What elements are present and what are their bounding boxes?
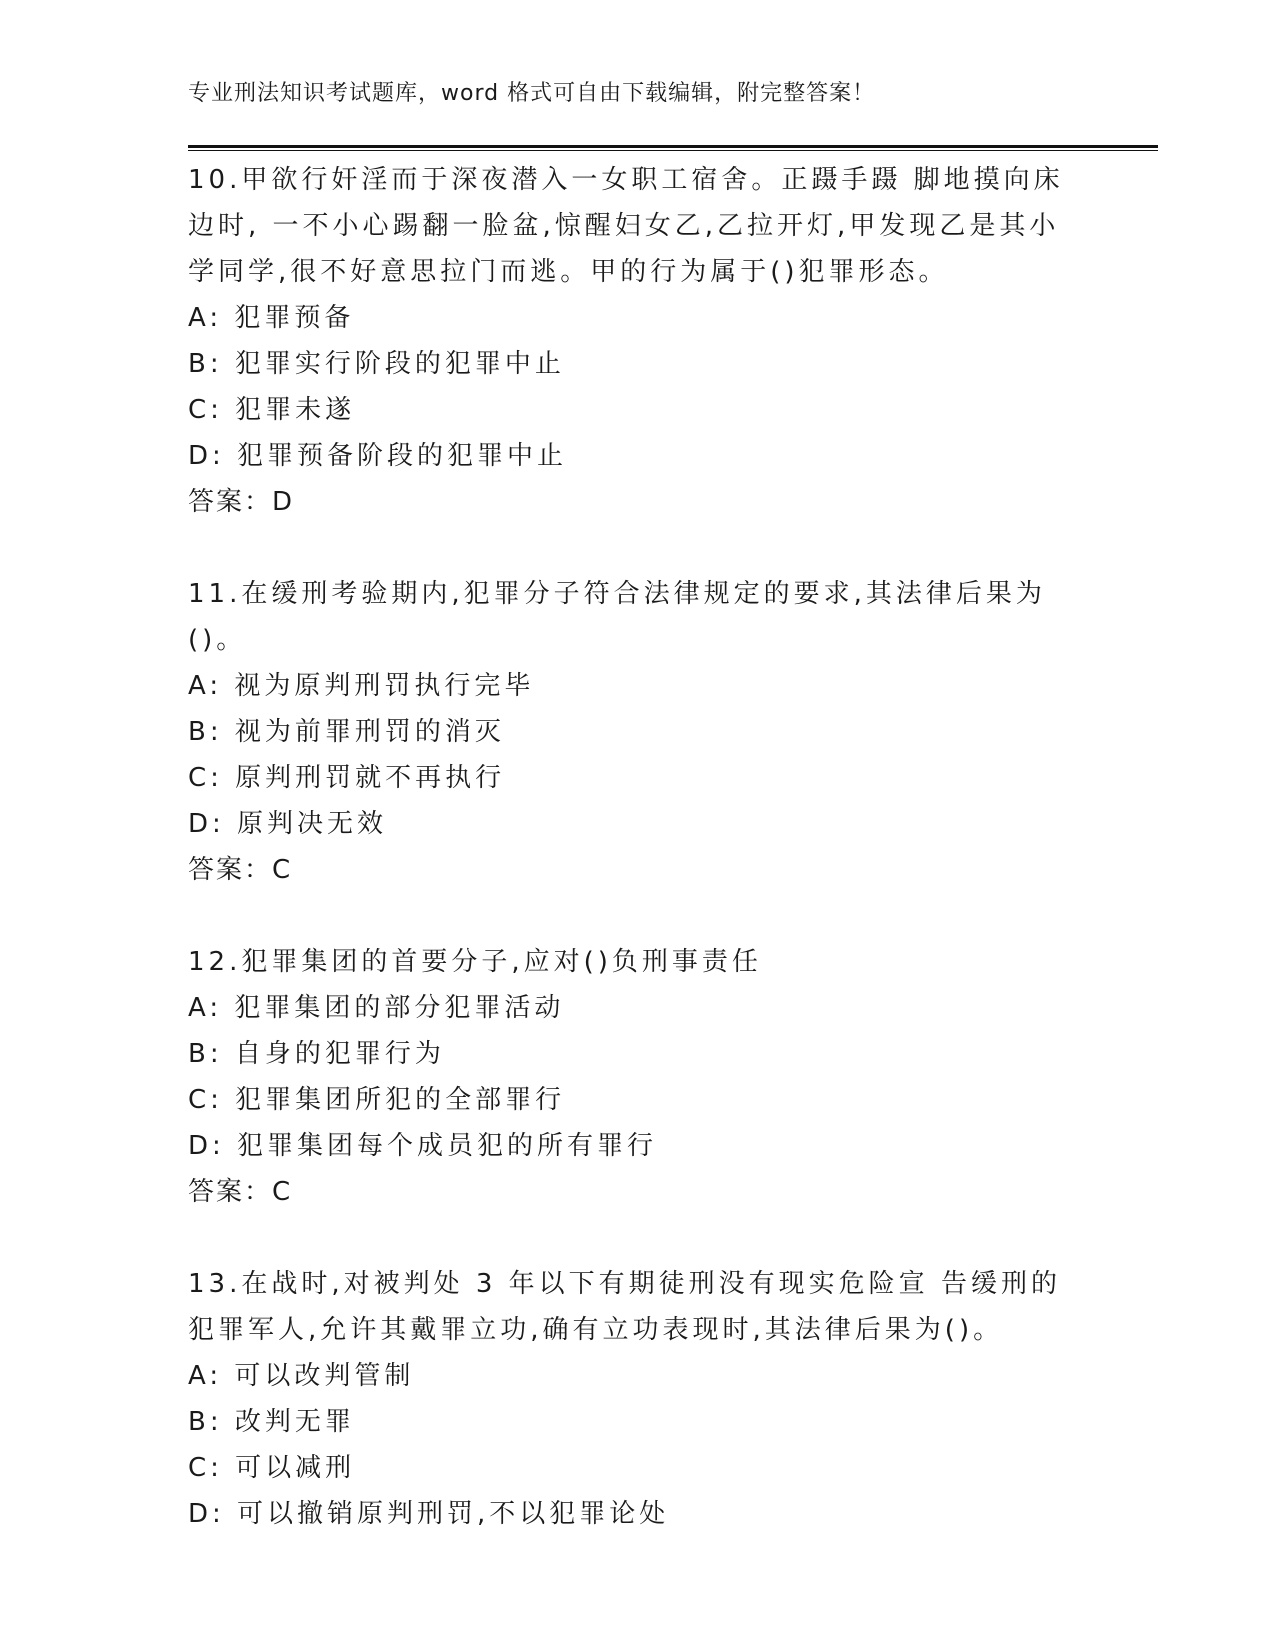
header-divider-thin <box>188 150 1158 151</box>
option-d: D: 可以撤销原判刑罚,不以犯罪论处 <box>188 1499 670 1529</box>
option-b: B: 视为前罪刑罚的消灭 <box>188 717 505 747</box>
question-stem: 12.犯罪集团的首要分子,应对()负刑事责任 <box>188 947 762 977</box>
option-c: C: 犯罪集团所犯的全部罪行 <box>188 1085 566 1115</box>
option-d: D: 犯罪集团每个成员犯的所有罪行 <box>188 1131 658 1161</box>
option-b: B: 犯罪实行阶段的犯罪中止 <box>188 349 565 379</box>
option-c: C: 犯罪未遂 <box>188 395 356 425</box>
option-a: A: 视为原判刑罚执行完毕 <box>188 671 535 701</box>
option-d: D: 原判决无效 <box>188 809 388 839</box>
option-a: A: 犯罪预备 <box>188 303 355 333</box>
question-12 <box>188 939 1088 1215</box>
answer-line: 答案：C <box>188 1177 293 1207</box>
question-stem: 10.甲欲行奸淫而于深夜潜入一女职工宿舍。正蹑手蹑 脚地摸向床边时, 一不小心踢翻一脸盆,惊醒妇女乙,乙拉开灯,甲发现乙是其小学同学,很不好意思拉门而逃。甲的行为属于()犯罪形态。 <box>188 165 1064 287</box>
option-a: A: 犯罪集团的部分犯罪活动 <box>188 993 565 1023</box>
answer-line: 答案：D <box>188 487 295 517</box>
header-divider-thick <box>188 145 1158 148</box>
option-a: A: 可以改判管制 <box>188 1361 415 1391</box>
question-list <box>188 157 1088 1583</box>
question-11 <box>188 571 1088 893</box>
option-c: C: 可以减刑 <box>188 1453 356 1483</box>
question-13 <box>188 1261 1088 1537</box>
option-b: B: 自身的犯罪行为 <box>188 1039 445 1069</box>
question-stem: 11.在缓刑考验期内,犯罪分子符合法律规定的要求,其法律后果为()。 <box>188 579 1046 655</box>
header-divider <box>188 145 1158 151</box>
page-header: 专业刑法知识考试题库，word 格式可自由下载编辑，附完整答案！ <box>188 81 876 106</box>
option-b: B: 改判无罪 <box>188 1407 355 1437</box>
answer-line: 答案：C <box>188 855 293 885</box>
question-stem: 13.在战时,对被判处 3 年以下有期徒刑没有现实危险宣 告缓刑的犯罪军人,允许其戴罪立功,确有立功表现时,其法律后果为()。 <box>188 1269 1061 1345</box>
question-10 <box>188 157 1088 525</box>
option-d: D: 犯罪预备阶段的犯罪中止 <box>188 441 568 471</box>
option-c: C: 原判刑罚就不再执行 <box>188 763 506 793</box>
